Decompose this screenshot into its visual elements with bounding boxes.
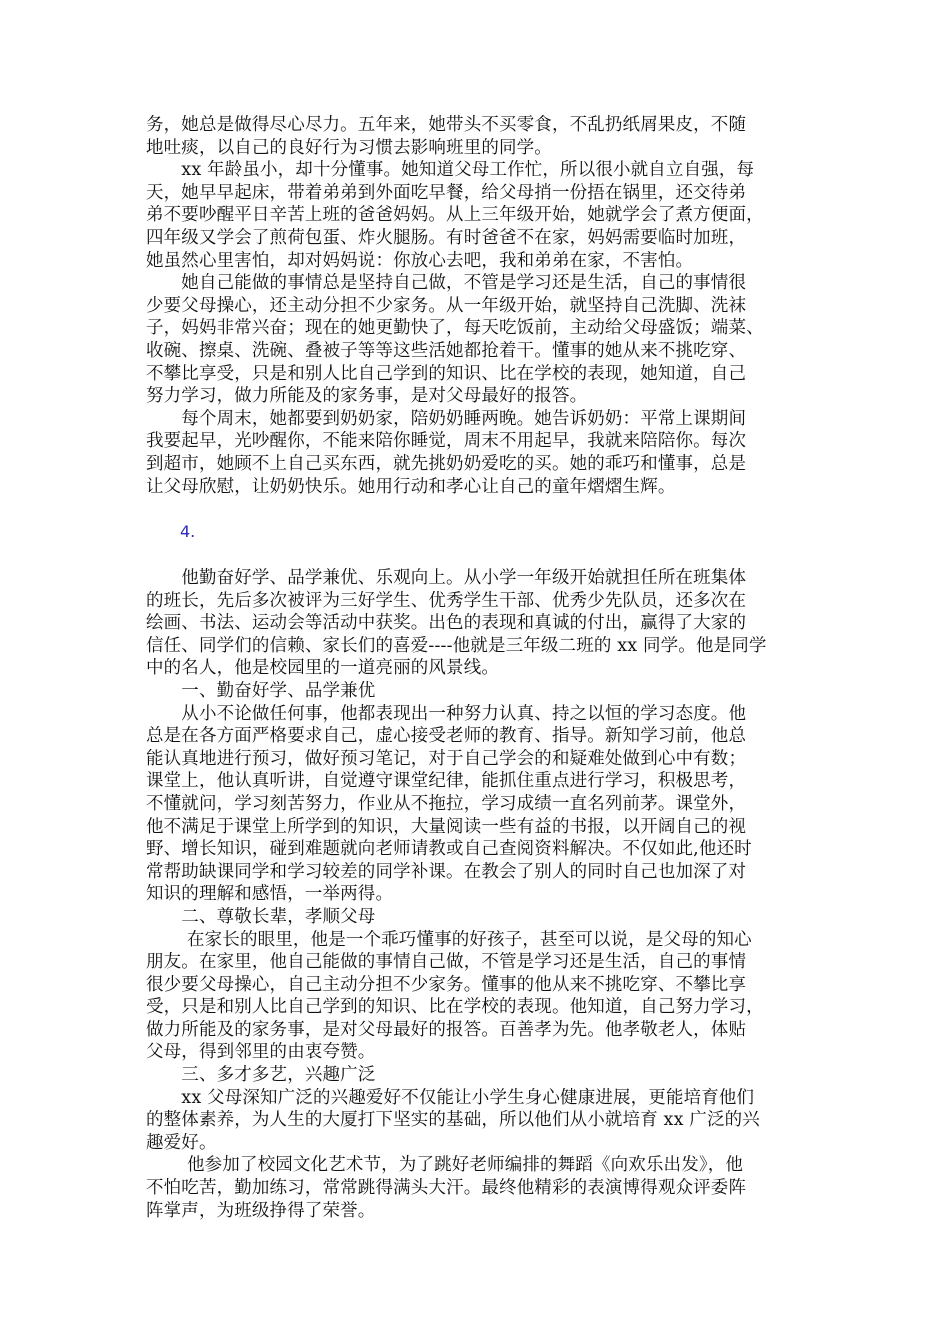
text-line: 我要起早，光吵醒你，不能来陪你睡觉，周末不用起早，我就来陪陪你。每次 <box>146 431 747 452</box>
text-line: 知识的理解和感悟，一举两得。 <box>146 884 394 905</box>
text-line: 他参加了校园文化艺术节，为了跳好老师编排的舞蹈《向欢乐出发》，他 <box>146 1155 744 1176</box>
text-line: 的班长，先后多次被评为三好学生、优秀学生干部、优秀少先队员，还多次在 <box>146 590 747 611</box>
paragraph-block-1 <box>146 114 806 498</box>
text-line: 她虽然心里害怕，却对妈妈说：你放心去吧，我和弟弟在家，不害怕。 <box>146 250 694 271</box>
text-line: 课堂上，他认真听讲，自觉遵守课堂纪律，能抓住重点进行学习，积极思考， <box>146 771 747 792</box>
text-line: 的整体素养，为人生的大厦打下坚实的基础，所以他们从小就培育 xx 广泛的兴 <box>146 1110 760 1131</box>
text-line: 不懂就问，学习刻苦努力，作业从不拖拉，学习成绩一直名列前茅。课堂外， <box>146 793 747 814</box>
text-line: 野、增长知识，碰到难题就向老师请教或自己查阅资料解决。不仅如此,他还时 <box>146 839 752 860</box>
text-line: 朋友。在家里，他自己能做的事情自己做，不管是学习还是生活，自己的事情 <box>146 952 747 973</box>
text-line: 在家长的眼里，他是一个乖巧懂事的好孩子，甚至可以说，是父母的知心 <box>146 929 752 950</box>
text-line: 总是在各方面严格要求自己，虚心接受老师的教育、指导。新知学习前，他总 <box>146 726 747 747</box>
section-number: 4. <box>180 522 196 541</box>
text-line: 到超市，她顾不上自己买东西，就先挑奶奶爱吃的买。她的乖巧和懂事，总是 <box>146 453 747 474</box>
text-line: 她自己能做的事情总是坚持自己做，不管是学习还是生活，自己的事情很 <box>146 273 747 294</box>
text-line: 不攀比享受，只是和别人比自己学到的知识、比在学校的表现，她知道，自己 <box>146 363 747 384</box>
text-line: 务，她总是做得尽心尽力。五年来，她带头不买零食，不乱扔纸屑果皮，不随 <box>146 115 747 135</box>
text-line: 天，她早早起床，带着弟弟到外面吃早餐，给父母捎一份捂在锅里，还交待弟 <box>146 182 747 203</box>
text-line: 趣爱好。 <box>146 1132 217 1153</box>
text-line: 他勤奋好学、品学兼优、乐观向上。从小学一年级开始就担任所在班集体 <box>146 568 747 588</box>
text-line: 中的名人，他是校园里的一道亮丽的风景线。 <box>146 658 499 679</box>
text-line: 受，只是和别人比自己学到的知识、比在学校的表现。他知道，自己努力学习， <box>146 997 764 1018</box>
text-line: 父母，得到邻里的由衷夸赞。 <box>146 1042 376 1063</box>
text-line: 从小不论做任何事，他都表现出一种努力认真、持之以恒的学习态度。他 <box>146 703 747 724</box>
text-line: 能认真地进行预习，做好预习笔记，对于自己学会的和疑难处做到心中有数； <box>146 748 747 769</box>
heading-line: 一、勤奋好学、品学兼优 <box>146 680 376 701</box>
text-line: 每个周末，她都要到奶奶家，陪奶奶睡两晚。她告诉奶奶：平常上课期间 <box>146 408 747 429</box>
text-line: 子，妈妈非常兴奋；现在的她更勤快了，每天吃饭前，主动给父母盛饭；端菜、 <box>146 318 764 339</box>
text-line: 常帮助缺课同学和学习较差的同学补课。在教会了别人的同时自己也加深了对 <box>146 861 747 882</box>
text-line: 收碗、擦桌、洗碗、叠被子等等这些活她都抢着干。懂事的她从来不挑吃穿、 <box>146 340 747 361</box>
text-line: 他不满足于课堂上所学到的知识，大量阅读一些有益的书报，以开阔自己的视 <box>146 816 747 837</box>
text-line: 让父母欣慰，让奶奶快乐。她用行动和孝心让自己的童年熠熠生辉。 <box>146 476 676 497</box>
text-line: 少要父母操心，还主动分担不少家务。从一年级开始，就坚持自己洗脚、洗袜 <box>146 295 747 316</box>
text-line: 四年级又学会了煎荷包蛋、炸火腿肠。有时爸爸不在家，妈妈需要临时加班， <box>146 227 747 248</box>
heading-line: 三、多才多艺，兴趣广泛 <box>146 1065 376 1086</box>
text-line: 弟不要吵醒平日辛苦上班的爸爸妈妈。从上三年级开始，她就学会了煮方便面， <box>146 205 764 226</box>
text-line: 努力学习，做力所能及的家务事，是对父母最好的报答。 <box>146 386 588 407</box>
text-line: xx 年龄虽小，却十分懂事。她知道父母工作忙，所以很小就自立自强，每 <box>146 160 755 181</box>
text-line: xx 父母深知广泛的兴趣爱好不仅能让小学生身心健康进展，更能培育他们 <box>146 1087 755 1108</box>
text-line: 绘画、书法、运动会等活动中获奖。出色的表现和真诚的付出，赢得了大家的 <box>146 613 747 634</box>
text-line: 地吐痰，以自己的良好行为习惯去影响班里的同学。 <box>146 137 552 158</box>
text-line: 信任、同学们的信赖、家长们的喜爱----他就是三年级二班的 xx 同学。他是同学 <box>146 635 767 656</box>
heading-line: 二、尊敬长辈，孝顺父母 <box>146 906 376 927</box>
text-line: 阵掌声，为班级挣得了荣誉。 <box>146 1200 376 1221</box>
text-line: 不怕吃苦，勤加练习，常常跳得满头大汗。最终他精彩的表演博得观众评委阵 <box>146 1178 747 1199</box>
text-line: 很少要父母操心，自己主动分担不少家务。懂事的他从来不挑吃穿、不攀比享 <box>146 974 747 995</box>
text-line: 做力所能及的家务事，是对父母最好的报答。百善孝为先。他孝敬老人，体贴 <box>146 1019 747 1040</box>
paragraph-block-2 <box>146 567 806 1222</box>
